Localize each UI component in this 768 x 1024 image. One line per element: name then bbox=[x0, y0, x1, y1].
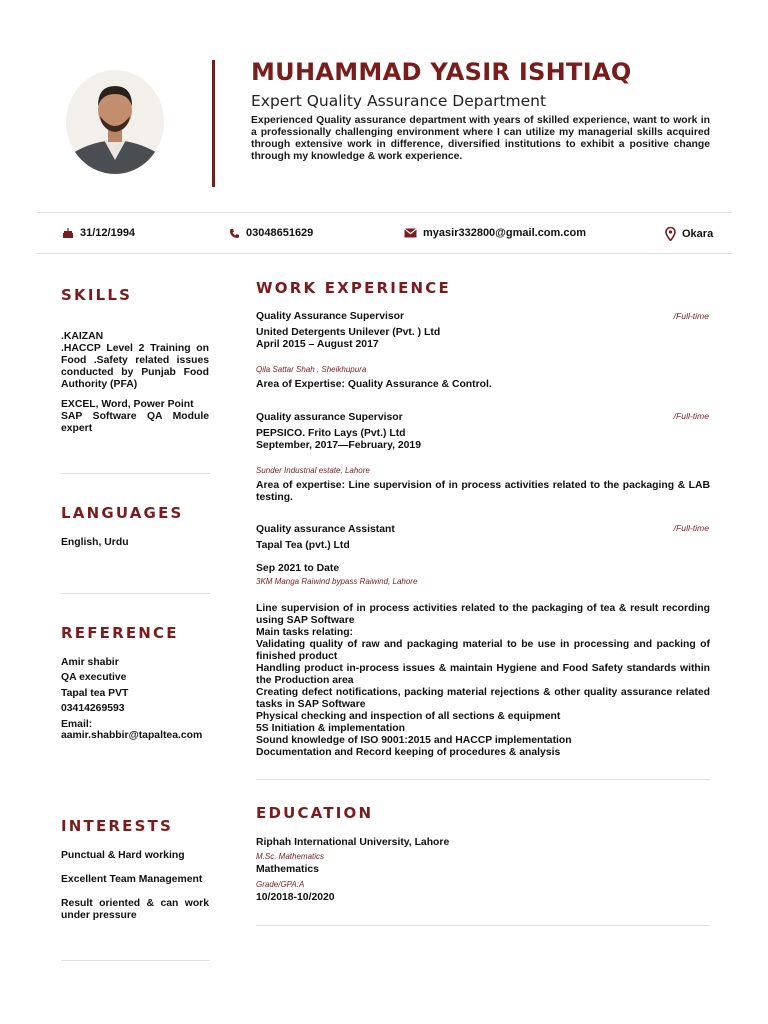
job-type: /Full-time bbox=[673, 411, 709, 421]
job-location: 3KM Manga Raiwind bypass Raiwind, Lahore bbox=[256, 577, 418, 586]
job-task: Physical checking and inspection of all sections & equipment bbox=[256, 711, 561, 722]
dob-text: 31/12/1994 bbox=[80, 227, 136, 239]
reference-name: Amir shabir bbox=[61, 657, 119, 668]
interests-heading: INTERESTS bbox=[61, 817, 174, 835]
job-dates: September, 2017—February, 2019 bbox=[256, 440, 421, 451]
job-task: Validating quality of raw and packaging material to be use in processing and packing of finished product bbox=[256, 639, 710, 662]
divider bbox=[61, 593, 210, 594]
contact-phone[interactable] bbox=[229, 227, 313, 239]
job-title: Expert Quality Assurance Department bbox=[251, 92, 547, 110]
reference-heading: REFERENCE bbox=[61, 624, 179, 642]
reference-email[interactable]: aamir.shabbir@tapaltea.com bbox=[61, 730, 203, 741]
divider bbox=[256, 925, 710, 926]
job-role: Quality assurance Supervisor bbox=[256, 412, 403, 423]
job-task: Creating defect notifications, packing material rejections & other quality assurance related tasks in SAP Software bbox=[256, 687, 710, 710]
reference-email-label: Email: bbox=[61, 719, 93, 730]
work-heading: WORK EXPERIENCE bbox=[256, 279, 451, 297]
job-company: Tapal Tea (pvt.) Ltd bbox=[256, 540, 350, 551]
education-school: Riphah International University, Lahore bbox=[256, 837, 450, 848]
contact-location bbox=[665, 227, 713, 241]
interest-item: Result oriented & can work under pressure bbox=[61, 898, 209, 921]
email-text: myasir332800@gmail.com.com bbox=[423, 227, 586, 239]
profile-summary: Experienced Quality assurance department with years of skilled experience, want to work in a professionally challenging environment where I can utilize my managerial skills acquired through extensive work in difference, diversified institutions to exhibit a positive change through my knowledge & work experience. bbox=[251, 115, 710, 162]
languages-heading: LANGUAGES bbox=[61, 504, 184, 522]
reference-phone: 03414269593 bbox=[61, 703, 125, 714]
contact-dob bbox=[62, 227, 135, 239]
job-company: United Detergents Unilever (Pvt. ) Ltd bbox=[256, 327, 441, 338]
reference-position: QA executive bbox=[61, 672, 127, 683]
profile-photo bbox=[66, 70, 164, 174]
education-grade: Grade/GPA:A bbox=[256, 880, 305, 889]
job-task: Documentation and Record keeping of procedures & analysis bbox=[256, 747, 561, 758]
cake-icon bbox=[62, 227, 74, 239]
education-degree: M.Sc. Mathematics bbox=[256, 852, 325, 861]
job-location: Qila Sattar Shah , Sheikhupura bbox=[256, 365, 367, 374]
divider bbox=[37, 212, 732, 213]
job-task: Line supervision of in process activities related to the packaging of tea & result recording using SAP Software bbox=[256, 603, 710, 626]
job-description: Area of expertise: Line supervision of in process activities related to the packaging & LAB testing. bbox=[256, 480, 710, 503]
job-dates: Sep 2021 to Date bbox=[256, 563, 340, 574]
education-dates: 10/2018-10/2020 bbox=[256, 892, 335, 903]
job-description: Area of Expertise: Quality Assurance & Control. bbox=[256, 379, 492, 390]
job-role: Quality Assurance Supervisor bbox=[256, 311, 405, 322]
interest-item: Punctual & Hard working bbox=[61, 850, 185, 861]
job-task: Handling product in-process issues & maintain Hygiene and Food Safety standards within the Production area bbox=[256, 663, 710, 686]
skills-heading: SKILLS bbox=[61, 286, 133, 304]
divider bbox=[256, 779, 710, 780]
interest-item: Excellent Team Management bbox=[61, 874, 203, 885]
job-dates: April 2015 – August 2017 bbox=[256, 339, 379, 350]
skill-item: .KAIZAN .HACCP Level 2 Training on Food .Safety related issues conducted by Punjab Food Authority (PFA) bbox=[61, 331, 209, 390]
divider bbox=[61, 960, 210, 961]
job-task: 5S Initiation & implementation bbox=[256, 723, 405, 734]
header-divider bbox=[212, 60, 215, 187]
education-heading: EDUCATION bbox=[256, 804, 374, 822]
phone-text: 03048651629 bbox=[246, 227, 314, 239]
job-task-list bbox=[256, 603, 710, 759]
job-role: Quality assurance Assistant bbox=[256, 524, 395, 535]
contact-email[interactable] bbox=[404, 227, 586, 239]
education-field: Mathematics bbox=[256, 864, 319, 875]
candidate-name: MUHAMMAD YASIR ISHTIAQ bbox=[251, 58, 632, 86]
location-text: Okara bbox=[682, 228, 714, 240]
job-type: /Full-time bbox=[673, 523, 709, 533]
map-pin-icon bbox=[665, 227, 676, 241]
job-type: /Full-time bbox=[673, 311, 709, 321]
job-task: Main tasks relating: bbox=[256, 627, 354, 638]
phone-icon bbox=[229, 228, 240, 239]
job-task: Sound knowledge of ISO 9001:2015 and HACCP implementation bbox=[256, 735, 572, 746]
job-company: PEPSICO. Frito Lays (Pvt.) Ltd bbox=[256, 428, 406, 439]
languages-text: English, Urdu bbox=[61, 537, 129, 548]
envelope-icon bbox=[404, 228, 417, 238]
divider bbox=[61, 473, 210, 474]
reference-company: Tapal tea PVT bbox=[61, 688, 129, 699]
skill-item: EXCEL, Word, Power Point SAP Software QA Module expert bbox=[61, 399, 209, 434]
job-location: Sunder Industrial estate, Lahore bbox=[256, 466, 370, 475]
divider bbox=[37, 253, 732, 254]
